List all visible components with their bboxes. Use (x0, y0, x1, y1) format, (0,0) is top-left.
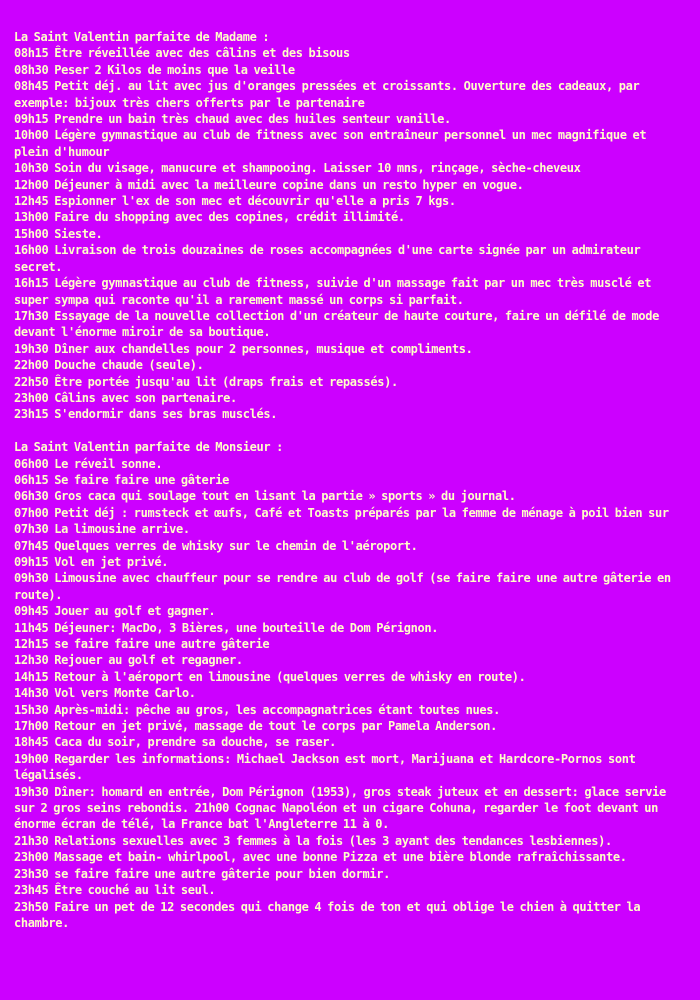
schedule-line: 09h15 Vol en jet privé. (14, 554, 169, 569)
schedule-line: 12h15 se faire faire une autre gâterie (14, 637, 270, 652)
schedule-line: 08h15 Être réveillée avec des câlins et des bisous (14, 46, 350, 61)
schedule-line: 23h15 S'endormir dans ses bras musclés. (14, 407, 278, 422)
schedule-list-monsieur (14, 456, 686, 932)
schedule-line: 11h45 Déjeuner: MacDo, 3 Bières, une bouteille de Dom Pérignon. (14, 620, 439, 635)
schedule-line: 06h00 Le réveil sonne. (14, 456, 163, 471)
schedule-line: 22h00 Douche chaude (seule). (14, 358, 204, 373)
schedule-line: 19h30 Dîner aux chandelles pour 2 personnes, musique et compliments. (14, 341, 473, 356)
schedule-line: 12h00 Déjeuner à midi avec la meilleure copine dans un resto hyper en vogue. (14, 177, 524, 192)
schedule-line: 15h30 Après-midi: pêche au gros, les accompagnatrices étant toutes nues. (14, 702, 500, 717)
schedule-line: 17h00 Retour en jet privé, massage de tout le corps par Pamela Anderson. (14, 719, 497, 734)
schedule-line: 22h50 Être portée jusqu'au lit (draps frais et repassés). (14, 374, 398, 389)
schedule-line: 23h00 Massage et bain- whirlpool, avec une bonne Pizza et une bière blonde rafraîchissante. (14, 850, 627, 865)
schedule-line: 19h00 Regarder les informations: Michael Jackson est mort, Marijuana et Hardcore-Pornos sont légalisés. (14, 751, 636, 783)
schedule-line: sur 2 gros seins rebondis. 21h00 Cognac Napoléon et un cigare Cohuna, regarder le foot devant un énorme écran de télé, la France bat l'Angleterre 11 à 0. (14, 801, 658, 832)
schedule-line: 17h30 Essayage de la nouvelle collection d'un créateur de haute couture, faire un défilé de mode devant l'énorme miroir de sa boutique. (14, 308, 659, 340)
schedule-line: 08h45 Petit déj. au lit avec jus d'oranges pressées et croissants. Ouverture des cadeaux, par exemple: bijoux très chers offerts par le partenaire (14, 79, 640, 110)
section-gap (14, 423, 686, 439)
schedule-list-madame (14, 45, 686, 422)
schedule-line: 07h00 Petit déj : rumsteck et œufs, Café et Toasts préparés par la femme de ménage à poil bien sur (14, 505, 669, 520)
schedule-line: 19h30 Dîner: homard en entrée, Dom Pérignon (1953), gros steak juteux et en dessert: glace servie (14, 784, 666, 799)
schedule-line: 14h30 Vol vers Monte Carlo. (14, 686, 196, 701)
schedule-line: 23h50 Faire un pet de 12 secondes qui change 4 fois de ton et qui oblige le chien à quitter la chambre. (14, 899, 641, 930)
schedule-line: 08h30 Peser 2 Kilos de moins que la veille (14, 62, 295, 77)
schedule-line: 07h45 Quelques verres de whisky sur le chemin de l'aéroport. (14, 538, 418, 553)
schedule-line: 09h30 Limousine avec chauffeur pour se rendre au club de golf (se faire faire une autre gâterie en route). (14, 571, 671, 602)
section-title-madame: La Saint Valentin parfaite de Madame : (14, 30, 270, 44)
schedule-line: 23h45 Être couché au lit seul. (14, 883, 216, 898)
section-madame (14, 29, 686, 423)
schedule-line: 12h45 Espionner l'ex de son mec et découvrir qu'elle a pris 7 kgs. (14, 194, 456, 209)
schedule-line: 18h45 Caca du soir, prendre sa douche, se raser. (14, 735, 336, 750)
schedule-line: 09h15 Prendre un bain très chaud avec des huiles senteur vanille. (14, 112, 451, 127)
schedule-line: 23h30 se faire faire une autre gâterie pour bien dormir. (14, 866, 390, 881)
schedule-line: 07h30 La limousine arrive. (14, 522, 190, 537)
section-title-monsieur: La Saint Valentin parfaite de Monsieur : (14, 440, 283, 455)
schedule-line: 14h15 Retour à l'aéroport en limousine (quelques verres de whisky en route). (14, 669, 526, 684)
schedule-line: 10h30 Soin du visage, manucure et shampooing. Laisser 10 mns, rinçage, sèche-cheveux (14, 161, 581, 176)
schedule-line: 23h00 Câlins avec son partenaire. (14, 390, 237, 405)
schedule-line: 09h45 Jouer au golf et gagner. (14, 604, 216, 619)
schedule-line: 06h15 Se faire faire une gâterie (14, 472, 229, 487)
section-monsieur (14, 439, 686, 931)
schedule-line: 10h00 Légère gymnastique au club de fitness avec son entraîneur personnel un mec magnifique et plein d'humour (14, 128, 647, 159)
schedule-line: 16h00 Livraison de trois douzaines de roses accompagnées d'une carte signée par un admirateur secret. (14, 243, 641, 274)
schedule-line: 21h30 Relations sexuelles avec 3 femmes à la fois (les 3 ayant des tendances lesbiennes). (14, 833, 612, 848)
schedule-line: 13h00 Faire du shopping avec des copines, crédit illimité. (14, 210, 405, 225)
schedule-line: 12h30 Rejouer au golf et regagner. (14, 653, 243, 668)
schedule-line: 15h00 Sieste. (14, 226, 103, 241)
schedule-line: 16h15 Légère gymnastique au club de fitness, suivie d'un massage fait par un mec très musclé et super sympa qui raconte qu'il a rarement massé un corps si parfait. (14, 276, 652, 307)
schedule-line: 06h30 Gros caca qui soulage tout en lisant la partie » sports » du journal. (14, 489, 516, 504)
document-text (14, 29, 686, 931)
